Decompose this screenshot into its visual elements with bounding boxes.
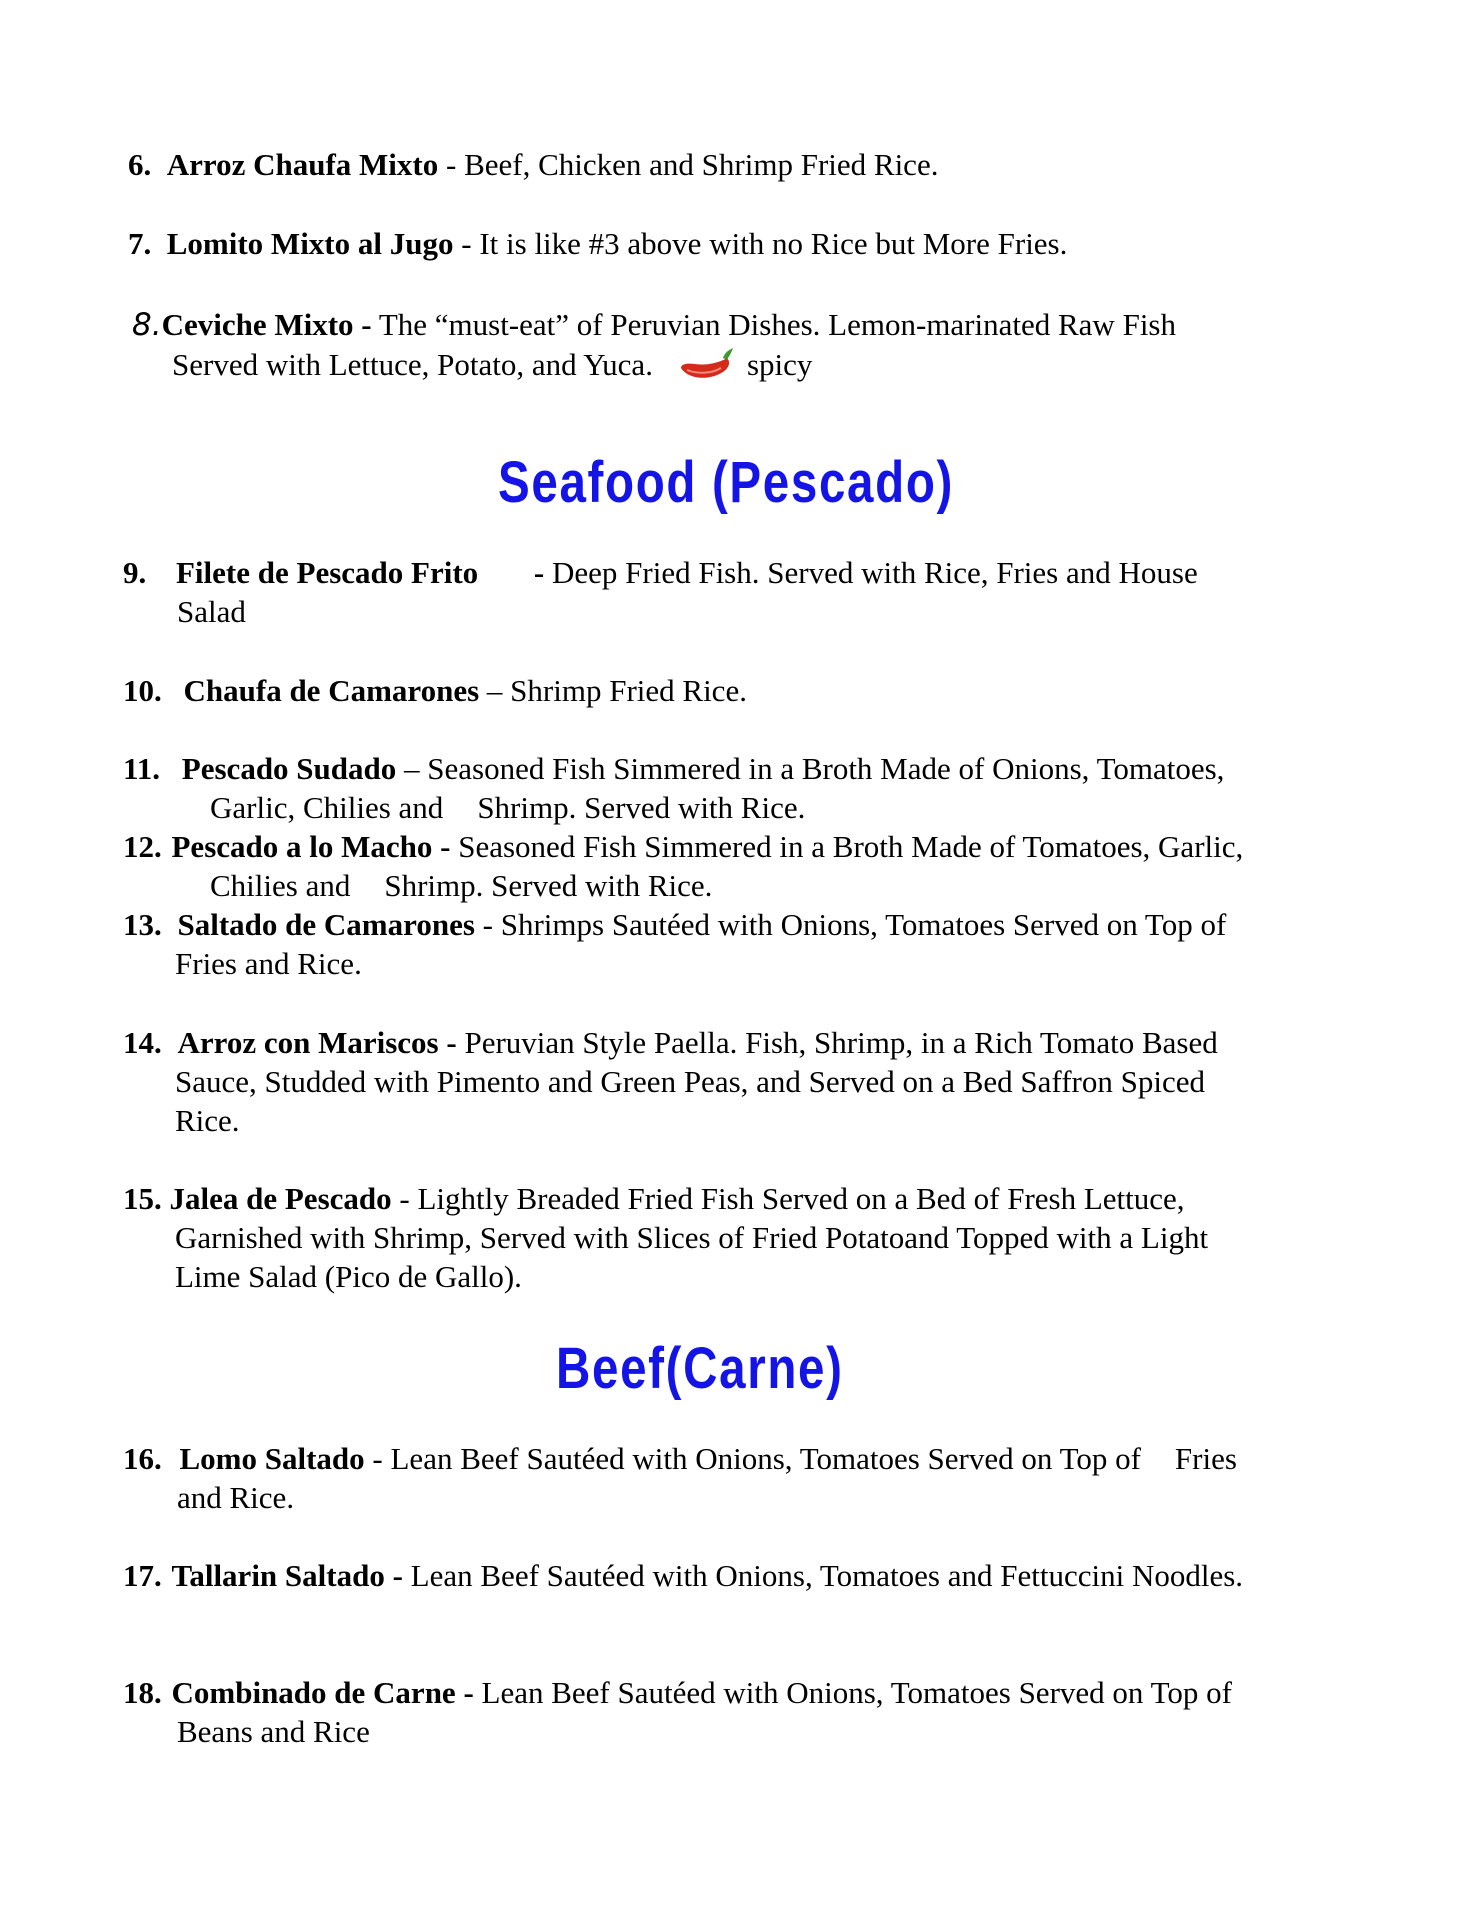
item-description: Deep Fried Fish. Served with Rice, Fries and House	[544, 555, 1198, 590]
item-description: Fries	[1174, 1441, 1237, 1476]
item-name: Ceviche Mixto -	[161, 307, 372, 342]
menu-item-11	[123, 749, 1224, 827]
item-description: - Lean Beef Sautéed with Onions, Tomatoes Served on Top of	[364, 1441, 1141, 1476]
item-name: Saltado de Camarones	[177, 907, 475, 942]
item-description: Chilies and	[210, 868, 351, 903]
beef-heading: Beef(Carne)	[556, 1336, 844, 1401]
item-number: 14.	[123, 1025, 162, 1060]
menu-item-15	[123, 1179, 1208, 1296]
item-description: Beef, Chicken and Shrimp Fried Rice.	[464, 147, 939, 182]
item-name: Jalea de Pescado	[169, 1181, 392, 1216]
item-description: - Lightly Breaded Fried Fish Served on a Bed of Fresh Lettuce,	[391, 1181, 1185, 1216]
item-separator: -	[533, 555, 545, 590]
item-description: Served with Lettuce, Potato, and Yuca.	[172, 347, 653, 382]
item-description: – Seasoned Fish Simmered in a Broth Made of Onions, Tomatoes,	[396, 751, 1225, 786]
item-description: Lime Salad (Pico de Gallo).	[175, 1259, 522, 1294]
chili-pepper-icon	[677, 342, 735, 386]
menu-item-8	[132, 305, 1176, 390]
item-number: 16.	[123, 1441, 162, 1476]
item-number: 17.	[123, 1558, 162, 1593]
item-separator: -	[438, 147, 465, 182]
item-description: Lean Beef Sautéed with Onions, Tomatoes Served on Top of	[473, 1675, 1232, 1710]
item-number: 13.	[123, 907, 162, 942]
item-number: 12.	[123, 829, 162, 864]
item-description: Beans and Rice	[177, 1714, 370, 1749]
item-description: Lean Beef Sautéed with Onions, Tomatoes and Fettuccini Noodles.	[402, 1558, 1244, 1593]
item-description: Fries and Rice.	[175, 946, 362, 981]
item-name: Arroz Chaufa Mixto	[166, 147, 439, 182]
item-number: 10.	[123, 673, 162, 708]
menu-item-12	[123, 827, 1243, 905]
item-name: Lomo Saltado	[179, 1441, 365, 1476]
menu-item-10	[123, 671, 747, 710]
item-separator: -	[453, 226, 480, 261]
item-description: and Rice.	[177, 1480, 295, 1515]
menu-item-6	[128, 145, 938, 184]
spicy-label: spicy	[746, 347, 813, 382]
item-description: Rice.	[175, 1103, 240, 1138]
item-description: Garnished with Shrimp, Served with Slices of Fried Potatoand Topped with a Light	[175, 1220, 1209, 1255]
item-name: Lomito Mixto al Jugo	[166, 226, 454, 261]
item-number: 9.	[123, 555, 147, 590]
seafood-heading: Seafood (Pescado)	[498, 450, 955, 515]
menu-item-18	[123, 1673, 1232, 1751]
item-name: Combinado de Carne -	[171, 1675, 474, 1710]
item-description: The “must-eat” of Peruvian Dishes. Lemon-marinated Raw Fish	[371, 307, 1176, 342]
item-number: 15.	[123, 1181, 162, 1216]
item-description: Garlic, Chilies and	[210, 790, 444, 825]
item-number: 18.	[123, 1675, 162, 1710]
item-name: Pescado Sudado	[181, 751, 397, 786]
item-number: 8.	[132, 307, 162, 343]
item-description: - Shrimps Sautéed with Onions, Tomatoes Served on Top of	[474, 907, 1227, 942]
item-description: Sauce, Studded with Pimento and Green Peas, and Served on a Bed Saffron Spiced	[175, 1064, 1205, 1099]
item-name: Filete de Pescado Frito	[176, 555, 479, 590]
item-name: Arroz con Mariscos -	[177, 1025, 457, 1060]
menu-item-14	[123, 1023, 1218, 1140]
item-name: Chaufa de Camarones	[183, 673, 480, 708]
item-name: Pescado a lo Macho -	[171, 829, 451, 864]
item-description: Salad	[177, 594, 246, 629]
menu-item-13	[123, 905, 1226, 983]
menu-item-9	[123, 553, 1198, 631]
item-description: Seasoned Fish Simmered in a Broth Made of Tomatoes, Garlic,	[450, 829, 1244, 864]
item-number: 6.	[128, 147, 152, 182]
item-name: Tallarin Saltado -	[171, 1558, 403, 1593]
item-description: – Shrimp Fried Rice.	[479, 673, 747, 708]
item-description: Shrimp. Served with Rice.	[384, 868, 713, 903]
menu-item-16	[123, 1439, 1237, 1517]
item-description: It is like #3 above with no Rice but More Fries.	[479, 226, 1068, 261]
menu-item-7	[128, 224, 1067, 263]
item-description: Shrimp. Served with Rice.	[477, 790, 806, 825]
item-number: 11.	[123, 751, 161, 786]
menu-item-17	[123, 1556, 1243, 1595]
item-number: 7.	[128, 226, 152, 261]
item-description: Peruvian Style Paella. Fish, Shrimp, in a Rich Tomato Based	[456, 1025, 1218, 1060]
